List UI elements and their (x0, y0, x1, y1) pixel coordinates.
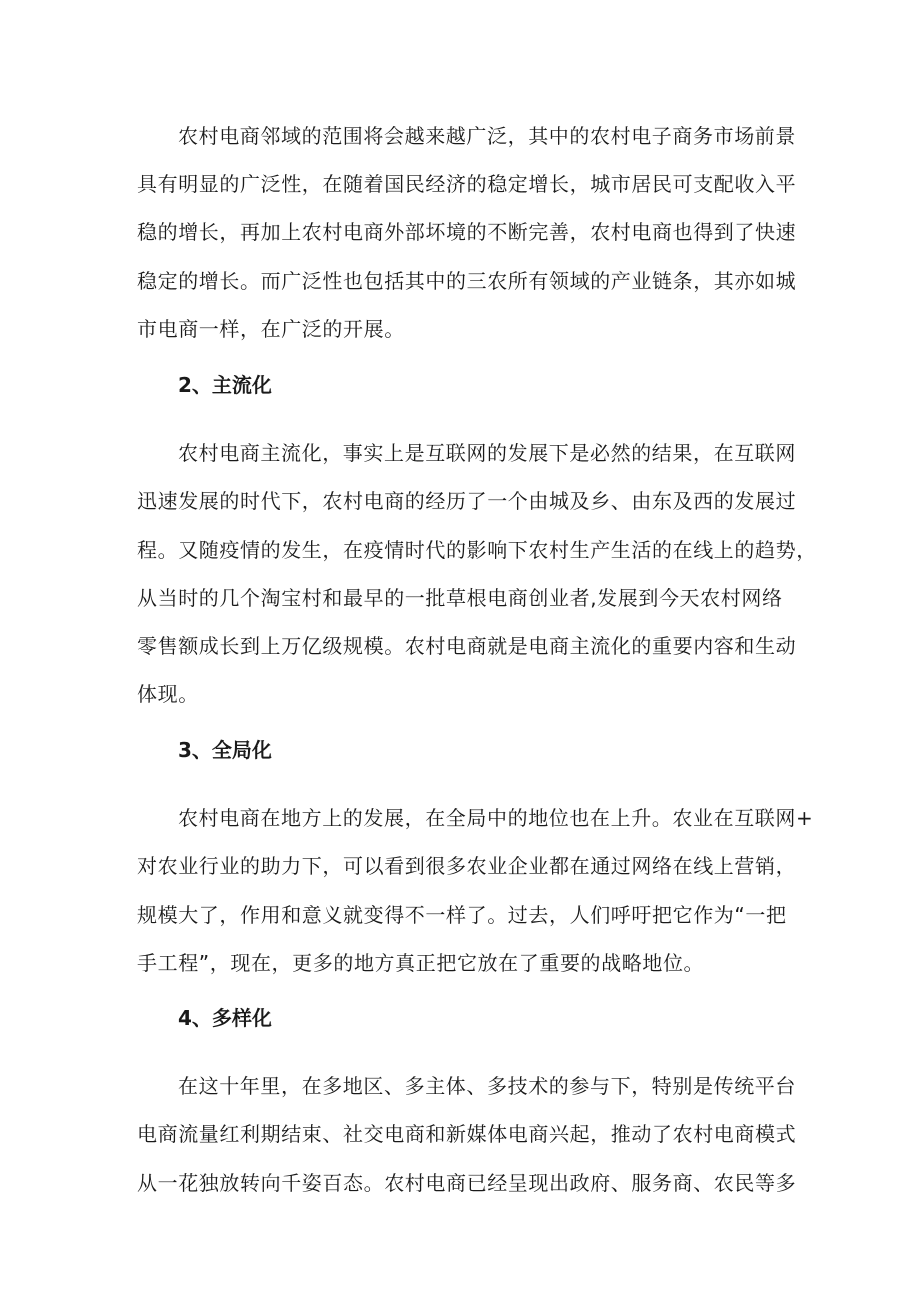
paragraph-1-line-4: 稳定的增长。而广泛性也包括其中的三农所有领域的产业链条，其亦如城 (137, 269, 797, 293)
heading-mainstream: 2、主流化 (178, 373, 272, 397)
paragraph-1-line-5: 市电商一样，在广泛的开展。 (137, 317, 405, 341)
paragraph-2-line-2: 迅速发展的时代下，农村电商的经历了一个由城及乡、由东及西的发展过 (137, 489, 797, 513)
paragraph-2-line-5: 零售额成长到上万亿级规模。农村电商就是电商主流化的重要内容和生动 (137, 634, 797, 658)
paragraph-4-line-1: 在这十年里，在多地区、多主体、多技术的参与下，特别是传统平台 (178, 1074, 796, 1098)
paragraph-1-line-1: 农村电商邻域的范围将会越来越广泛，其中的农村电子商务市场前景 (178, 124, 796, 148)
paragraph-3-line-1: 农村电商在地方上的发展，在全局中的地位也在上升。农业在互联网+ (178, 806, 814, 830)
heading-diversified: 4、多样化 (178, 1006, 272, 1030)
paragraph-2-line-1: 农村电商主流化，事实上是互联网的发展下是必然的结果，在互联网 (178, 441, 796, 465)
paragraph-4-line-3: 从一花独放转向千姿百态。农村电商已经呈现出政府、服务商、农民等多 (137, 1171, 797, 1195)
paragraph-3-line-3: 规模大了，作用和意义就变得不一样了。过去，人们呼吁把它作为“一把 (137, 903, 787, 927)
paragraph-1-line-3: 稳的增长，再加上农村电商外部坏境的不断完善，农村电商也得到了快速 (137, 220, 797, 244)
heading-global: 3、全局化 (178, 738, 272, 762)
paragraph-3-line-4: 手工程”，现在，更多的地方真正把它放在了重要的战略地位。 (137, 951, 705, 975)
paragraph-4-line-2: 电商流量红利期结束、社交电商和新媒体电商兴起，推动了农村电商模式 (137, 1122, 797, 1146)
paragraph-2-line-3: 程。又随疫情的发生，在疫情时代的影响下农村生产生活的在线上的趋势， (137, 538, 817, 562)
paragraph-3-line-2: 对农业行业的助力下，可以看到很多农业企业都在通过网络在线上营销， (137, 854, 797, 878)
paragraph-2-line-6: 体现。 (137, 682, 199, 706)
paragraph-2-line-4: 从当时的几个淘宝村和最早的一批草根电商创业者,发展到今天农村网络 (137, 586, 783, 610)
paragraph-1-line-2: 具有明显的广泛性，在随着国民经济的稳定增长，城市居民可支配收入平 (137, 172, 797, 196)
